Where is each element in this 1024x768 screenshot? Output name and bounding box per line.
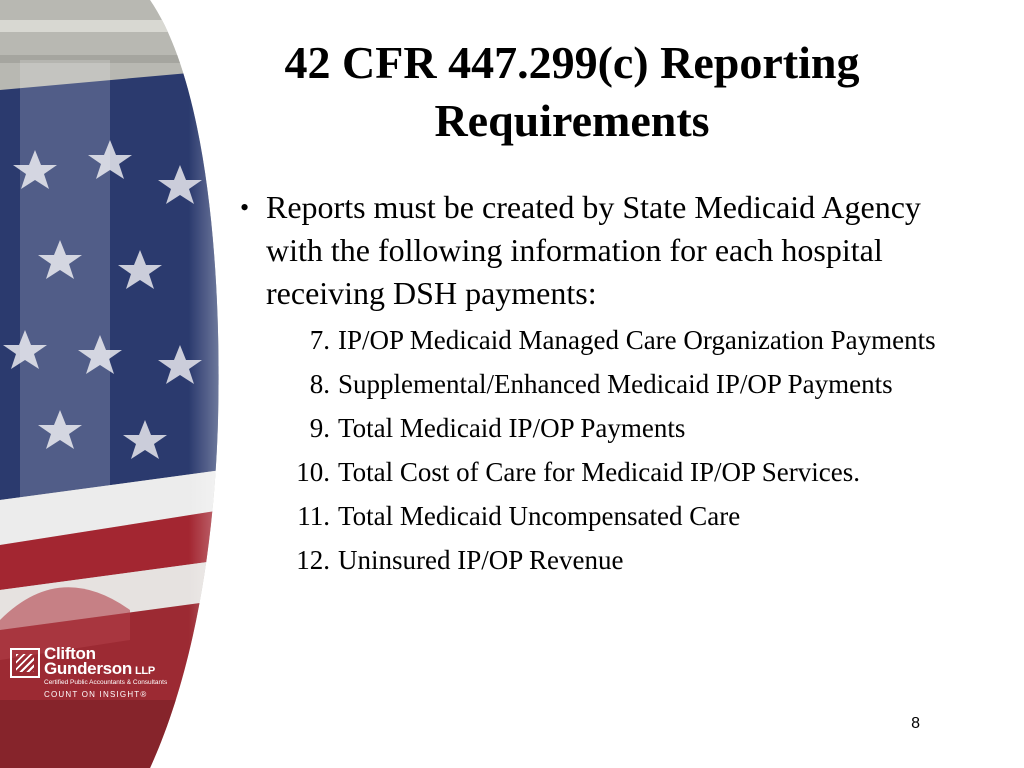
list-item-text: Uninsured IP/OP Revenue <box>338 545 624 575</box>
page-number: 8 <box>911 715 920 732</box>
list-item-number: 10. <box>296 457 330 487</box>
main-bullet <box>240 186 980 315</box>
clifton-gunderson-logo <box>10 646 180 704</box>
list-item <box>270 454 970 490</box>
decorative-flag-capitol-panel <box>0 0 222 768</box>
list-item <box>270 498 970 534</box>
list-item <box>270 322 970 358</box>
list-item-number: 8. <box>309 369 330 399</box>
list-item-number: 11. <box>297 501 330 531</box>
list-item-text: Supplemental/Enhanced Medicaid IP/OP Payments <box>338 369 893 399</box>
list-item <box>270 542 970 578</box>
list-item-text: IP/OP Medicaid Managed Care Organization Payments <box>338 325 936 355</box>
list-item <box>270 366 970 402</box>
bullet-marker: • <box>240 193 250 222</box>
list-item <box>270 410 970 446</box>
logo-motto: COUNT ON INSIGHT® <box>44 690 148 699</box>
logo-tagline: Certified Public Accountants & Consultants <box>44 679 168 686</box>
bullet-text: Reports must be created by State Medicaid Agency with the following information for each hospital receiving DSH payments: <box>266 189 921 311</box>
logo-mark-icon <box>10 648 40 678</box>
list-item-number: 9. <box>309 413 330 443</box>
list-item-number: 12. <box>296 545 330 575</box>
list-item-number: 7. <box>309 325 330 355</box>
logo-name-line1: Clifton <box>44 644 96 663</box>
logo-suffix: LLP <box>134 665 155 677</box>
list-item-text: Total Medicaid IP/OP Payments <box>338 413 686 443</box>
numbered-list <box>270 322 970 586</box>
logo-name-line2-text: Gunderson <box>44 659 132 678</box>
list-item-text: Total Medicaid Uncompensated Care <box>338 501 741 531</box>
list-item-text: Total Cost of Care for Medicaid IP/OP Services. <box>338 457 861 487</box>
slide-title: 42 CFR 447.299(c) Reporting Requirements <box>284 37 860 146</box>
logo-name-line2 <box>44 661 155 679</box>
